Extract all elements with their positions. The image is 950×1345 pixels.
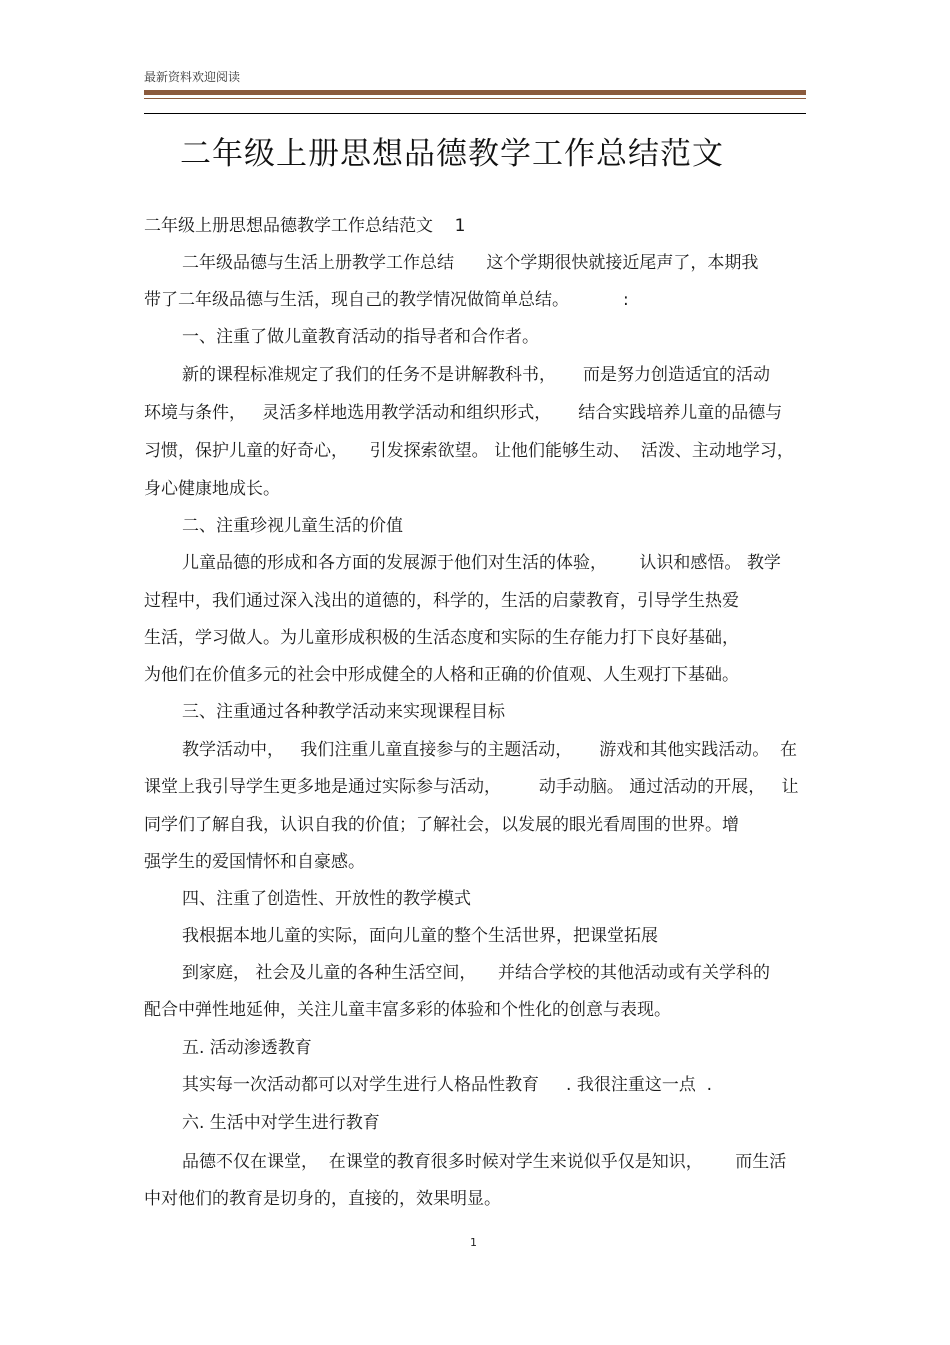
- body-line: 配合中弹性地延伸，关注儿童丰富多彩的体验和个性化的创意与表现。: [144, 1000, 671, 1020]
- body-line: 新的课程标准规定了我们的任务不是讲解教科书， 而是努力创造适宜的活动: [182, 365, 771, 385]
- body-line: 其实每一次活动都可以对学生进行人格品性教育 . 我很注重这一点 .: [182, 1075, 713, 1095]
- header-rule-black: [144, 113, 806, 114]
- body-line: 生活，学习做人。为儿童形成积极的生活态度和实际的生存能力打下良好基础，: [144, 628, 739, 648]
- header-rule-thin: [144, 98, 806, 99]
- body-line: 我根据本地儿童的实际，面向儿童的整个生活世界，把课堂拓展: [182, 926, 658, 946]
- body-line: 教学活动中， 我们注重儿童直接参与的主题活动， 游戏和其他实践活动。 在: [182, 740, 798, 760]
- body-line: 五. 活动渗透教育: [182, 1038, 312, 1058]
- document-title: 二年级上册思想品德教学工作总结范文: [180, 136, 724, 172]
- body-line: 习惯，保护儿童的好奇心， 引发探索欲望。 让他们能够生动、 活泼、主动地学习，: [144, 441, 794, 461]
- body-line: 四、注重了创造性、开放性的教学模式: [182, 889, 471, 909]
- body-line: 中对他们的教育是切身的，直接的，效果明显。: [144, 1189, 501, 1209]
- body-line: 身心健康地成长。: [144, 479, 280, 499]
- body-line: 品德不仅在课堂， 在课堂的教育很多时候对学生来说似乎仅是知识， 而生活: [182, 1152, 787, 1172]
- body-line: 环境与条件， 灵活多样地选用教学活动和组织形式， 结合实践培养儿童的品德与: [144, 403, 783, 423]
- body-line: 强学生的爱国情怀和自豪感。: [144, 852, 365, 872]
- body-line: 二年级上册思想品德教学工作总结范文 1: [144, 216, 466, 236]
- body-line: 课堂上我引导学生更多地是通过实际参与活动， 动手动脑。 通过活动的开展， 让: [144, 777, 799, 797]
- body-line: 带了二年级品德与生活，现自己的教学情况做简单总结。 :: [144, 290, 629, 310]
- body-line: 六. 生活中对学生进行教育: [182, 1113, 380, 1133]
- body-line: 到家庭， 社会及儿童的各种生活空间， 并结合学校的其他活动或有关学科的: [182, 963, 771, 983]
- body-line: 二、注重珍视儿童生活的价值: [182, 516, 403, 536]
- body-line: 同学们了解自我，认识自我的价值；了解社会，以发展的眼光看周围的世界。增: [144, 815, 739, 835]
- body-line: 儿童品德的形成和各方面的发展源于他们对生活的体验， 认识和感悟。 教学: [182, 553, 781, 573]
- body-line: 为他们在价值多元的社会中形成健全的人格和正确的价值观、人生观打下基础。: [144, 665, 739, 685]
- body-line: 三、注重通过各种教学活动来实现课程目标: [182, 702, 505, 722]
- page-header-text: 最新资料欢迎阅读: [144, 70, 241, 84]
- body-line: 过程中，我们通过深入浅出的道德的，科学的，生活的启蒙教育，引导学生热爱: [144, 591, 739, 611]
- page-number: 1: [470, 1236, 477, 1249]
- body-line: 二年级品德与生活上册教学工作总结 这个学期很快就接近尾声了，本期我: [182, 253, 759, 273]
- header-rule-thick: [144, 90, 806, 95]
- body-line: 一、注重了做儿童教育活动的指导者和合作者。: [182, 327, 539, 347]
